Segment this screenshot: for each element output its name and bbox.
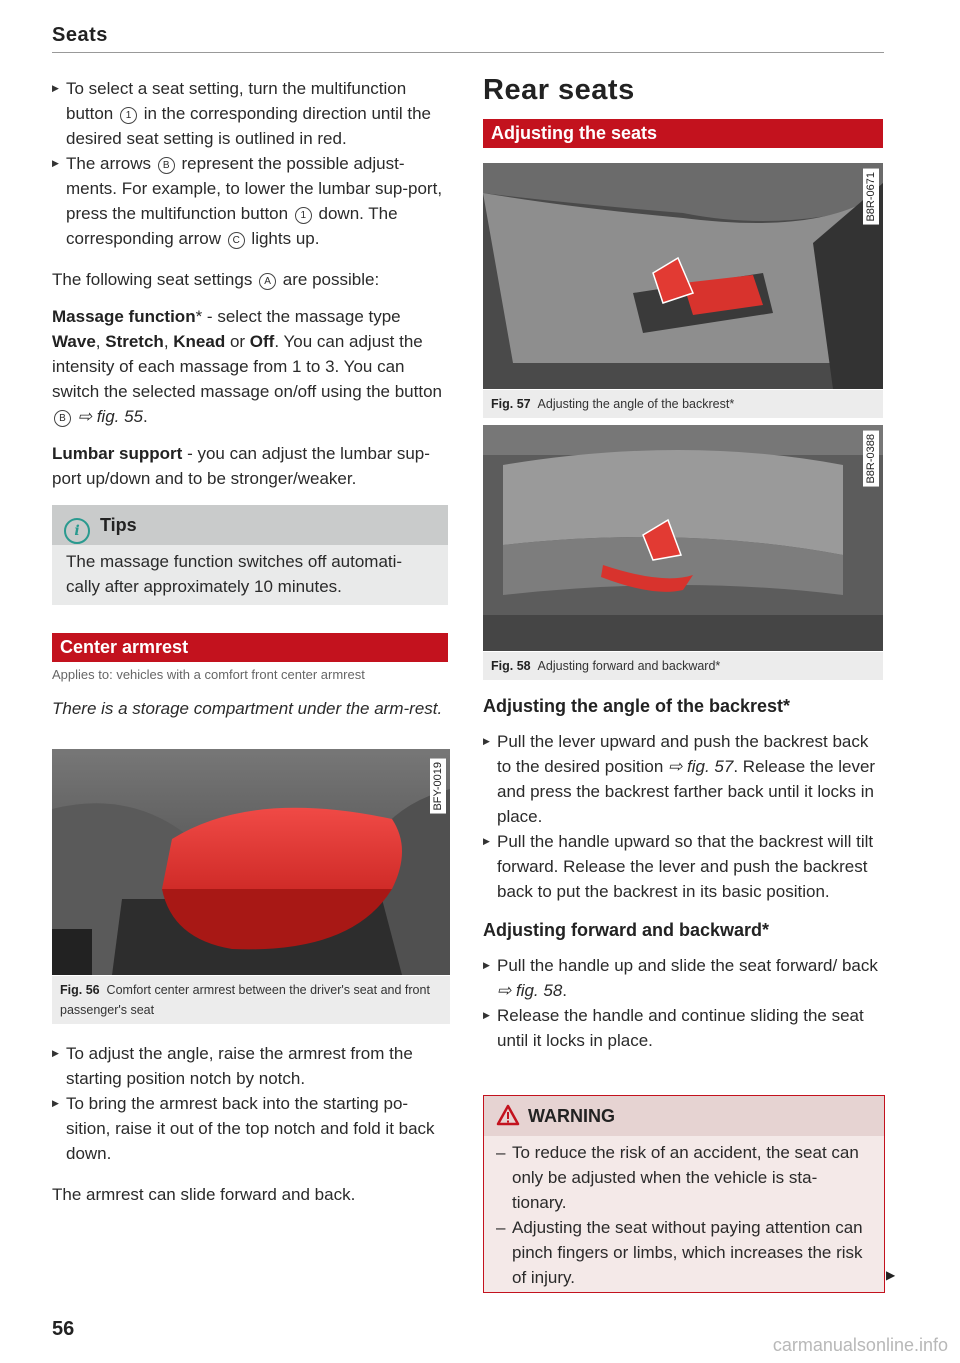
info-icon: i [64,518,90,544]
settings-intro: The following seat settings A are possible: [52,270,380,289]
armrest-intro: There is a storage compartment under the arm-rest. [52,699,443,718]
applies-to: Applies to: vehicles with a comfort front center armrest [52,667,365,682]
warning-header: WARNING [484,1096,884,1136]
lumbar-paragraph: Lumbar support - you can adjust the lumbar sup-port up/down and to be stronger/weaker. [52,444,430,488]
marker-1: 1 [120,107,137,124]
fig-58-link[interactable]: ⇨ fig. 58 [497,981,563,1000]
warning-item-1: – To reduce the risk of an accident, the seat can only be adjusted when the vehicle is sta-tionary. [496,1140,870,1215]
angle-bullet-1: ▶ Pull the lever upward and push the backrest back to the desired position ⇨ fig. 57. Release the lever and press the backrest farther back until it locks in place. [483,729,885,829]
armrest-slide-text: The armrest can slide forward and back. [52,1185,356,1204]
watermark: carmanualsonline.info [772,1335,948,1355]
fig-56-caption: Fig. 56 Comfort center armrest between the driver's seat and front passenger's seat [52,976,450,1024]
marker-a: A [259,273,276,290]
fig-56-code: BFY-0019 [430,759,446,814]
rear-seats-title: Rear seats [483,74,635,106]
tips-header: i Tips [52,505,448,545]
forward-heading: Adjusting forward and backward* [483,920,770,940]
backrest-lever-illustration [483,163,883,389]
fig-57-code: B8R-0671 [863,169,879,225]
tips-box [52,505,448,605]
bullet-select-setting: ▶ To select a seat setting, turn the multifunction button 1 in the corresponding direction until the desired seat setting is outlined in red. [52,76,448,151]
forward-bullet-2: ▶ Release the handle and continue sliding the seat until it locks in place. [483,1003,885,1053]
warning-box [483,1095,885,1293]
marker-b: B [158,157,175,174]
fig-58-image [483,425,883,651]
marker-c: C [228,232,245,249]
warning-item-2: – Adjusting the seat without paying attention can pinch fingers or limbs, which increases the risk of injury. [496,1215,870,1290]
armrest-illustration [52,749,450,975]
continue-arrow-icon: ▶ [886,1268,896,1282]
angle-heading: Adjusting the angle of the backrest* [483,696,791,716]
seat-slide-handle-illustration [483,425,883,651]
fig-57-caption: Fig. 57 Adjusting the angle of the backrest* [483,390,883,418]
marker-1: 1 [295,207,312,224]
fig-57-image [483,163,883,389]
left-column [52,76,448,721]
adjusting-seats-banner: Adjusting the seats [483,119,883,148]
forward-bullet-1: ▶ Pull the handle up and slide the seat forward/ back ⇨ fig. 58. [483,953,885,1003]
angle-bullet-2: ▶ Pull the handle upward so that the backrest will tilt forward. Release the lever and push the backrest back to put the backrest in its basic position. [483,829,885,904]
page-header-title: Seats [52,24,108,46]
fig-55-link[interactable]: ⇨ fig. 55 [73,407,144,426]
header-divider [52,52,884,53]
massage-paragraph: Massage function* - select the massage type Wave, Stretch, Knead or Off. You can adjust the intensity of each massage from 1 to 3. You can switch the selected massage on/off using the button B ⇨ fig. 55. [52,307,442,426]
fig-58-code: B8R-0388 [863,431,879,487]
marker-b: B [54,410,71,427]
right-text-column [483,694,885,1053]
armrest-bullet-2: ▶ To bring the armrest back into the starting po-sition, raise it out of the top notch and fold it back down. [52,1091,448,1166]
fig-56-image [52,749,450,975]
warning-body [484,1136,884,1298]
bullet-arrows: ▶ The arrows B represent the possible adjust-ments. For example, to lower the lumbar sup-port, press the multifunction button 1 down. The corresponding arrow C lights up. [52,151,448,251]
fig-58-caption: Fig. 58 Adjusting forward and backward* [483,652,883,680]
tips-text: The massage function switches off automati-cally after approximately 10 minutes. [52,545,448,605]
warning-triangle-icon [496,1104,520,1126]
page-number: 56 [52,1318,75,1340]
fig-57-link[interactable]: ⇨ fig. 57 [668,757,734,776]
armrest-instructions [52,1041,448,1207]
armrest-bullet-1: ▶ To adjust the angle, raise the armrest from the starting position notch by notch. [52,1041,448,1091]
center-armrest-banner: Center armrest [52,633,448,662]
